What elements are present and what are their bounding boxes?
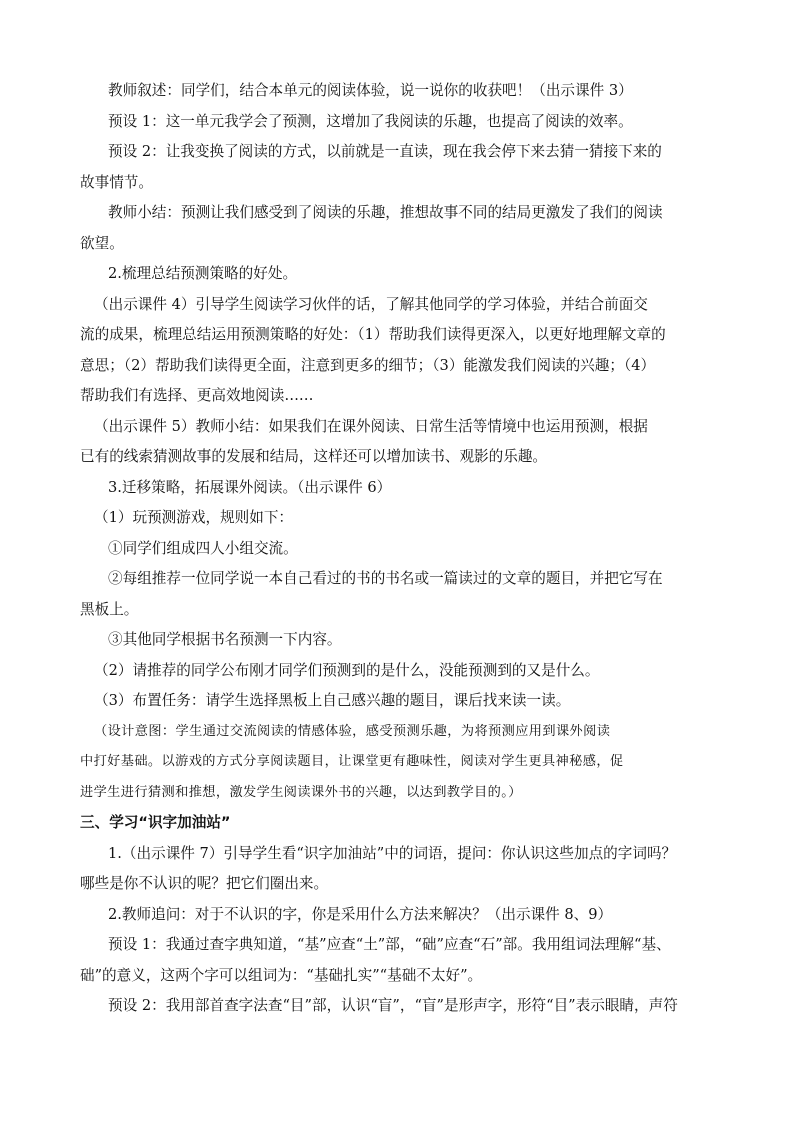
paragraph-line: 黑板上。 xyxy=(80,600,139,618)
design-intent-line: 进学生进行猜测和推想，激发学生阅读课外书的兴趣，以达到教学目的。） xyxy=(80,784,522,800)
paragraph-line: 础”的意义，这两个字可以组词为：“基础扎实”“基础不太好”。 xyxy=(80,966,483,984)
document-page xyxy=(80,76,720,1022)
section-subheading: 3.迁移策略，拓展课外阅读。（出示课件 6） xyxy=(108,478,392,496)
paragraph-line: 帮助我们有选择、更高效地阅读…… xyxy=(80,387,314,404)
section-heading: 三、学习“识字加油站” xyxy=(80,814,231,831)
design-intent-line: 中打好基础。以游戏的方式分享阅读题目，让课堂更有趣味性，阅读对学生更具神秘感，促 xyxy=(80,754,624,769)
paragraph-line: （3）布置任务：请学生选择黑板上自己感兴趣的题目，课后找来读一读。 xyxy=(94,692,571,709)
section-subheading: 2.梳理总结预测策略的好处。 xyxy=(108,265,298,282)
paragraph-line: 预设 1：这一单元我学会了预测，这增加了我阅读的乐趣，也提高了阅读的效率。 xyxy=(108,112,633,130)
paragraph-line: （2）请推荐的同学公布刚才同学们预测到的是什么，没能预测到的又是什么。 xyxy=(94,661,600,679)
paragraph-line: 意思；（2）帮助我们读得更全面，注意到更多的细节；（3）能激发我们阅读的兴趣；（4） xyxy=(80,356,656,374)
paragraph-line: 欲望。 xyxy=(80,234,124,252)
list-item: ②每组推荐一位同学说一本自己看过的书的书名或一篇读过的文章的题目，并把它写在 xyxy=(108,570,663,587)
design-intent-line: （设计意图：学生通过交流阅读的情感体验，感受预测乐趣，为将预测应用到课外阅读 xyxy=(94,723,611,739)
paragraph-line: 哪些是你不认识的呢？把它们圈出来。 xyxy=(80,875,329,892)
paragraph-line: 故事情节。 xyxy=(80,173,153,191)
paragraph-line: 流的成果，梳理总结运用预测策略的好处：（1）帮助我们读得更深入，以更好地理解文章的 xyxy=(80,326,666,343)
paragraph-line: （1）玩预测游戏，规则如下： xyxy=(94,509,294,526)
paragraph-line: 预设 1：我通过查字典知道，“基”应查“土”部，“础”应查“石”部。我用组词法理解“基、 xyxy=(108,936,671,953)
paragraph-line: 教师小结：预测让我们感受到了阅读的乐趣，推想故事不同的结局更激发了我们的阅读 xyxy=(108,204,663,221)
paragraph-line: 已有的线索猜测故事的发展和结局，这样还可以增加读书、观影的乐趣。 xyxy=(80,448,548,465)
paragraph-line: （出示课件 5）教师小结：如果我们在课外阅读、日常生活等情境中也运用预测，根据 xyxy=(94,417,648,435)
list-item: ①同学们组成四人小组交流。 xyxy=(108,539,298,557)
paragraph-line: 1.（出示课件 7）引导学生看“识字加油站”中的词语，提问：你认识这些加点的字词吗？ xyxy=(108,844,677,862)
paragraph-line: （出示课件 4）引导学生阅读学习伙伴的话，了解其他同学的学习体验，并结合前面交 xyxy=(94,295,648,313)
paragraph-line: 2.教师追问：对于不认识的字，你是采用什么方法来解决？（出示课件 8、9） xyxy=(108,905,613,923)
list-item: ③其他同学根据书名预测一下内容。 xyxy=(108,631,342,648)
paragraph-line: 教师叙述：同学们，结合本单元的阅读体验，说一说你的收获吧！（出示课件 3） xyxy=(108,82,633,99)
paragraph-line: 预设 2：我用部首查字法查“目”部，认识“盲”，“盲”是形声字，形符“目”表示眼睛，声符 xyxy=(108,997,678,1014)
paragraph-line: 预设 2：让我变换了阅读的方式，以前就是一直读，现在我会停下来去猜一猜接下来的 xyxy=(108,143,662,160)
